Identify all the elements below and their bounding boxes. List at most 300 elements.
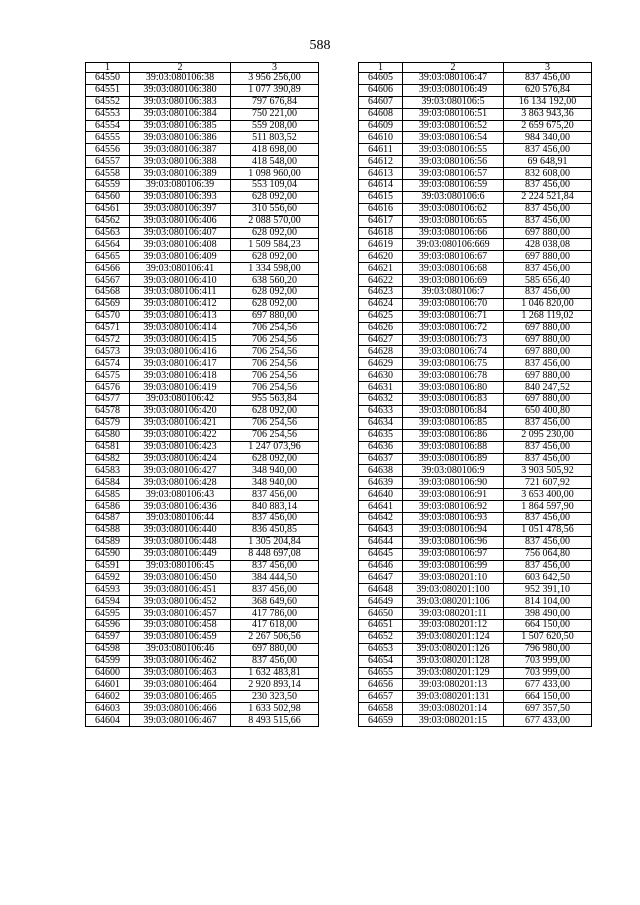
row-number-cell: 64629	[359, 358, 403, 370]
cadastral-number-cell: 39:03:080106:408	[130, 239, 231, 251]
cadastral-number-cell: 39:03:080106:414	[130, 322, 231, 334]
cadastral-number-cell: 39:03:080106:440	[130, 524, 231, 536]
value-cell: 368 649,60	[231, 596, 319, 608]
table-row	[359, 227, 592, 239]
cadastral-number-cell: 39:03:080106:427	[130, 465, 231, 477]
cadastral-number-cell: 39:03:080106:56	[403, 156, 504, 168]
cadastral-number-cell: 39:03:080106:412	[130, 298, 231, 310]
row-number-cell: 64633	[359, 405, 403, 417]
cadastral-number-cell: 39:03:080106:62	[403, 203, 504, 215]
value-cell: 1 509 584,23	[231, 239, 319, 251]
table-row	[86, 334, 319, 346]
cadastral-number-cell: 39:03:080201:126	[403, 643, 504, 655]
value-cell: 837 456,00	[504, 180, 592, 192]
value-cell: 797 676,84	[231, 96, 319, 108]
row-number-cell: 64572	[86, 334, 130, 346]
value-cell: 837 456,00	[231, 655, 319, 667]
value-cell: 706 254,56	[231, 429, 319, 441]
cadastral-number-cell: 39:03:080106:90	[403, 477, 504, 489]
table-row	[359, 572, 592, 584]
cadastral-number-cell: 39:03:080106:86	[403, 429, 504, 441]
row-number-cell: 64597	[86, 631, 130, 643]
value-cell: 837 456,00	[504, 536, 592, 548]
table-row	[86, 108, 319, 120]
table-row	[359, 73, 592, 85]
table-row	[359, 429, 592, 441]
value-cell: 1 633 502,98	[231, 703, 319, 715]
value-cell: 628 092,00	[231, 453, 319, 465]
row-number-cell: 64563	[86, 227, 130, 239]
cadastral-number-cell: 39:03:080106:415	[130, 334, 231, 346]
table-row	[359, 548, 592, 560]
row-number-cell: 64657	[359, 691, 403, 703]
row-number-cell: 64641	[359, 501, 403, 513]
value-cell: 706 254,56	[231, 358, 319, 370]
row-number-cell: 64594	[86, 596, 130, 608]
row-number-cell: 64613	[359, 168, 403, 180]
row-number-cell: 64602	[86, 691, 130, 703]
row-number-cell: 64655	[359, 667, 403, 679]
value-cell: 837 456,00	[504, 73, 592, 85]
table-row	[86, 144, 319, 156]
table-row	[359, 334, 592, 346]
row-number-cell: 64614	[359, 180, 403, 192]
table-row	[86, 156, 319, 168]
value-cell: 837 456,00	[231, 512, 319, 524]
value-cell: 837 456,00	[504, 203, 592, 215]
table-row	[359, 405, 592, 417]
table-row	[359, 191, 592, 203]
cadastral-number-cell: 39:03:080106:88	[403, 441, 504, 453]
cadastral-number-cell: 39:03:080106:419	[130, 382, 231, 394]
row-number-cell: 64659	[359, 715, 403, 727]
table-row	[86, 512, 319, 524]
table-row	[86, 203, 319, 215]
table-row	[359, 489, 592, 501]
cadastral-number-cell: 39:03:080106:43	[130, 489, 231, 501]
table-row	[359, 715, 592, 727]
table-row	[86, 489, 319, 501]
cadastral-number-cell: 39:03:080106:417	[130, 358, 231, 370]
value-cell: 697 357,50	[504, 703, 592, 715]
value-cell: 585 656,40	[504, 275, 592, 287]
cadastral-number-cell: 39:03:080106:465	[130, 691, 231, 703]
row-number-cell: 64552	[86, 96, 130, 108]
table-row	[86, 703, 319, 715]
table-row	[86, 239, 319, 251]
value-cell: 664 150,00	[504, 691, 592, 703]
table-row	[359, 96, 592, 108]
cadastral-number-cell: 39:03:080106:449	[130, 548, 231, 560]
row-number-cell: 64592	[86, 572, 130, 584]
table-row	[359, 524, 592, 536]
cadastral-number-cell: 39:03:080201:12	[403, 619, 504, 631]
row-number-cell: 64652	[359, 631, 403, 643]
value-cell: 2 224 521,84	[504, 191, 592, 203]
table-row	[359, 501, 592, 513]
cadastral-number-cell: 39:03:080201:13	[403, 679, 504, 691]
table-row	[359, 382, 592, 394]
value-cell: 16 134 192,00	[504, 96, 592, 108]
row-number-cell: 64567	[86, 275, 130, 287]
table-row	[86, 655, 319, 667]
value-cell: 697 880,00	[504, 370, 592, 382]
cadastral-number-cell: 39:03:080106:55	[403, 144, 504, 156]
table-row	[86, 251, 319, 263]
table-row	[86, 84, 319, 96]
table-row	[359, 298, 592, 310]
row-number-cell: 64615	[359, 191, 403, 203]
cadastral-number-cell: 39:03:080106:406	[130, 215, 231, 227]
row-number-cell: 64644	[359, 536, 403, 548]
cadastral-number-cell: 39:03:080106:83	[403, 394, 504, 406]
cadastral-number-cell: 39:03:080106:99	[403, 560, 504, 572]
row-number-cell: 64656	[359, 679, 403, 691]
value-cell: 418 548,00	[231, 156, 319, 168]
cadastral-number-cell: 39:03:080106:462	[130, 655, 231, 667]
value-cell: 837 456,00	[504, 512, 592, 524]
table-row	[86, 298, 319, 310]
cadastral-number-cell: 39:03:080106:80	[403, 382, 504, 394]
cadastral-number-cell: 39:03:080106:413	[130, 310, 231, 322]
value-cell: 3 956 256,00	[231, 73, 319, 85]
row-number-cell: 64653	[359, 643, 403, 655]
table-row	[86, 73, 319, 85]
value-cell: 697 880,00	[504, 334, 592, 346]
table-row	[359, 631, 592, 643]
cadastral-number-cell: 39:03:080106:9	[403, 465, 504, 477]
table-row	[86, 322, 319, 334]
row-number-cell: 64600	[86, 667, 130, 679]
table-row	[86, 132, 319, 144]
value-cell: 840 883,14	[231, 501, 319, 513]
value-cell: 398 490,00	[504, 608, 592, 620]
value-cell: 703 999,00	[504, 667, 592, 679]
value-cell: 837 456,00	[504, 263, 592, 275]
value-cell: 837 456,00	[504, 215, 592, 227]
table-row	[86, 287, 319, 299]
table-row	[359, 346, 592, 358]
table-row	[86, 524, 319, 536]
row-number-cell: 64559	[86, 180, 130, 192]
header-row	[359, 63, 592, 73]
cadastral-number-cell: 39:03:080106:458	[130, 619, 231, 631]
row-number-cell: 64555	[86, 132, 130, 144]
value-cell: 417 618,00	[231, 619, 319, 631]
row-number-cell: 64638	[359, 465, 403, 477]
row-number-cell: 64634	[359, 417, 403, 429]
table-row	[86, 227, 319, 239]
value-cell: 603 642,50	[504, 572, 592, 584]
table-row	[359, 180, 592, 192]
row-number-cell: 64654	[359, 655, 403, 667]
table-row	[86, 631, 319, 643]
table-row	[86, 370, 319, 382]
column-header: 3	[504, 63, 592, 73]
value-cell: 814 104,00	[504, 596, 592, 608]
left-table	[85, 62, 319, 727]
cadastral-number-cell: 39:03:080106:7	[403, 287, 504, 299]
value-cell: 2 920 893,14	[231, 679, 319, 691]
value-cell: 628 092,00	[231, 405, 319, 417]
table-row	[86, 453, 319, 465]
row-number-cell: 64566	[86, 263, 130, 275]
table-row	[86, 417, 319, 429]
row-number-cell: 64646	[359, 560, 403, 572]
table-row	[359, 512, 592, 524]
cadastral-number-cell: 39:03:080201:131	[403, 691, 504, 703]
table-row	[359, 584, 592, 596]
cadastral-number-cell: 39:03:080106:428	[130, 477, 231, 489]
row-number-cell: 64621	[359, 263, 403, 275]
row-number-cell: 64550	[86, 73, 130, 85]
row-number-cell: 64562	[86, 215, 130, 227]
row-number-cell: 64582	[86, 453, 130, 465]
row-number-cell: 64628	[359, 346, 403, 358]
cadastral-number-cell: 39:03:080106:47	[403, 73, 504, 85]
table-row	[359, 691, 592, 703]
cadastral-number-cell: 39:03:080201:11	[403, 608, 504, 620]
value-cell: 837 456,00	[504, 144, 592, 156]
table-row	[86, 275, 319, 287]
cadastral-number-cell: 39:03:080106:421	[130, 417, 231, 429]
value-cell: 628 092,00	[231, 287, 319, 299]
table-row	[359, 608, 592, 620]
row-number-cell: 64643	[359, 524, 403, 536]
table-row	[86, 429, 319, 441]
row-number-cell: 64620	[359, 251, 403, 263]
value-cell: 697 880,00	[504, 227, 592, 239]
table-row	[359, 596, 592, 608]
row-number-cell: 64584	[86, 477, 130, 489]
value-cell: 2 267 506,56	[231, 631, 319, 643]
value-cell: 750 221,00	[231, 108, 319, 120]
table-row	[86, 358, 319, 370]
row-number-cell: 64574	[86, 358, 130, 370]
value-cell: 428 038,08	[504, 239, 592, 251]
row-number-cell: 64551	[86, 84, 130, 96]
row-number-cell: 64612	[359, 156, 403, 168]
cadastral-number-cell: 39:03:080106:464	[130, 679, 231, 691]
value-cell: 511 803,52	[231, 132, 319, 144]
cadastral-number-cell: 39:03:080106:96	[403, 536, 504, 548]
cadastral-number-cell: 39:03:080106:669	[403, 239, 504, 251]
row-number-cell: 64622	[359, 275, 403, 287]
value-cell: 1 051 478,56	[504, 524, 592, 536]
row-number-cell: 64561	[86, 203, 130, 215]
table-row	[86, 346, 319, 358]
table-row	[86, 215, 319, 227]
value-cell: 677 433,00	[504, 715, 592, 727]
row-number-cell: 64604	[86, 715, 130, 727]
value-cell: 697 880,00	[504, 346, 592, 358]
table-row	[359, 643, 592, 655]
row-number-cell: 64570	[86, 310, 130, 322]
cadastral-number-cell: 39:03:080106:5	[403, 96, 504, 108]
row-number-cell: 64580	[86, 429, 130, 441]
row-number-cell: 64591	[86, 560, 130, 572]
cadastral-number-cell: 39:03:080106:73	[403, 334, 504, 346]
cadastral-number-cell: 39:03:080106:94	[403, 524, 504, 536]
value-cell: 8 448 697,08	[231, 548, 319, 560]
value-cell: 697 880,00	[504, 394, 592, 406]
table-row	[86, 584, 319, 596]
value-cell: 559 208,00	[231, 120, 319, 132]
row-number-cell: 64609	[359, 120, 403, 132]
table-row	[86, 465, 319, 477]
cadastral-number-cell: 39:03:080201:100	[403, 584, 504, 596]
column-header: 2	[130, 63, 231, 73]
cadastral-number-cell: 39:03:080106:69	[403, 275, 504, 287]
value-cell: 706 254,56	[231, 346, 319, 358]
cadastral-number-cell: 39:03:080106:407	[130, 227, 231, 239]
table-row	[359, 239, 592, 251]
cadastral-number-cell: 39:03:080106:388	[130, 156, 231, 168]
cadastral-number-cell: 39:03:080106:451	[130, 584, 231, 596]
column-header: 2	[403, 63, 504, 73]
cadastral-number-cell: 39:03:080106:84	[403, 405, 504, 417]
row-number-cell: 64647	[359, 572, 403, 584]
value-cell: 1 305 204,84	[231, 536, 319, 548]
table-row	[86, 548, 319, 560]
row-number-cell: 64560	[86, 191, 130, 203]
value-cell: 837 456,00	[504, 358, 592, 370]
row-number-cell: 64631	[359, 382, 403, 394]
cadastral-number-cell: 39:03:080106:420	[130, 405, 231, 417]
cadastral-number-cell: 39:03:080106:75	[403, 358, 504, 370]
column-header: 1	[359, 63, 403, 73]
table-row	[359, 703, 592, 715]
value-cell: 796 980,00	[504, 643, 592, 655]
cadastral-number-cell: 39:03:080106:6	[403, 191, 504, 203]
row-number-cell: 64554	[86, 120, 130, 132]
cadastral-number-cell: 39:03:080106:44	[130, 512, 231, 524]
cadastral-number-cell: 39:03:080106:452	[130, 596, 231, 608]
value-cell: 2 088 570,00	[231, 215, 319, 227]
row-number-cell: 64649	[359, 596, 403, 608]
cadastral-number-cell: 39:03:080106:57	[403, 168, 504, 180]
cadastral-number-cell: 39:03:080106:409	[130, 251, 231, 263]
row-number-cell: 64599	[86, 655, 130, 667]
table-row	[359, 168, 592, 180]
cadastral-number-cell: 39:03:080106:463	[130, 667, 231, 679]
cadastral-number-cell: 39:03:080106:459	[130, 631, 231, 643]
table-row	[86, 394, 319, 406]
table-row	[359, 144, 592, 156]
cadastral-number-cell: 39:03:080106:91	[403, 489, 504, 501]
row-number-cell: 64610	[359, 132, 403, 144]
row-number-cell: 64587	[86, 512, 130, 524]
row-number-cell: 64553	[86, 108, 130, 120]
cadastral-number-cell: 39:03:080201:10	[403, 572, 504, 584]
row-number-cell: 64588	[86, 524, 130, 536]
cadastral-number-cell: 39:03:080106:70	[403, 298, 504, 310]
row-number-cell: 64576	[86, 382, 130, 394]
row-number-cell: 64557	[86, 156, 130, 168]
value-cell: 955 563,84	[231, 394, 319, 406]
value-cell: 230 323,50	[231, 691, 319, 703]
value-cell: 1 268 119,02	[504, 310, 592, 322]
row-number-cell: 64648	[359, 584, 403, 596]
table-row	[359, 453, 592, 465]
table-row	[359, 358, 592, 370]
value-cell: 1 046 820,00	[504, 298, 592, 310]
column-header: 3	[231, 63, 319, 73]
value-cell: 837 456,00	[504, 560, 592, 572]
table-row	[86, 477, 319, 489]
cadastral-number-cell: 39:03:080106:385	[130, 120, 231, 132]
cadastral-number-cell: 39:03:080106:85	[403, 417, 504, 429]
row-number-cell: 64581	[86, 441, 130, 453]
cadastral-number-cell: 39:03:080106:436	[130, 501, 231, 513]
value-cell: 697 880,00	[231, 643, 319, 655]
row-number-cell: 64630	[359, 370, 403, 382]
value-cell: 832 608,00	[504, 168, 592, 180]
table-row	[86, 560, 319, 572]
cadastral-number-cell: 39:03:080106:466	[130, 703, 231, 715]
cadastral-number-cell: 39:03:080106:416	[130, 346, 231, 358]
row-number-cell: 64608	[359, 108, 403, 120]
value-cell: 650 400,80	[504, 405, 592, 417]
table-row	[359, 679, 592, 691]
row-number-cell: 64611	[359, 144, 403, 156]
cadastral-number-cell: 39:03:080106:422	[130, 429, 231, 441]
table-row	[359, 251, 592, 263]
cadastral-number-cell: 39:03:080106:46	[130, 643, 231, 655]
table-row	[86, 619, 319, 631]
row-number-cell: 64556	[86, 144, 130, 156]
row-number-cell: 64565	[86, 251, 130, 263]
value-cell: 697 880,00	[231, 310, 319, 322]
row-number-cell: 64623	[359, 287, 403, 299]
row-number-cell: 64632	[359, 394, 403, 406]
value-cell: 310 556,60	[231, 203, 319, 215]
row-number-cell: 64585	[86, 489, 130, 501]
cadastral-number-cell: 39:03:080201:106	[403, 596, 504, 608]
row-number-cell: 64579	[86, 417, 130, 429]
cadastral-number-cell: 39:03:080106:89	[403, 453, 504, 465]
row-number-cell: 64624	[359, 298, 403, 310]
value-cell: 837 456,00	[231, 584, 319, 596]
table-row	[359, 156, 592, 168]
value-cell: 697 880,00	[504, 322, 592, 334]
table-row	[359, 619, 592, 631]
row-number-cell: 64625	[359, 310, 403, 322]
cadastral-number-cell: 39:03:080106:418	[130, 370, 231, 382]
row-number-cell: 64640	[359, 489, 403, 501]
value-cell: 984 340,00	[504, 132, 592, 144]
value-cell: 628 092,00	[231, 251, 319, 263]
left-table-body	[86, 63, 319, 727]
row-number-cell: 64616	[359, 203, 403, 215]
row-number-cell: 64569	[86, 298, 130, 310]
value-cell: 706 254,56	[231, 417, 319, 429]
row-number-cell: 64596	[86, 619, 130, 631]
value-cell: 706 254,56	[231, 382, 319, 394]
row-number-cell: 64650	[359, 608, 403, 620]
row-number-cell: 64558	[86, 168, 130, 180]
cadastral-number-cell: 39:03:080106:424	[130, 453, 231, 465]
table-row	[359, 394, 592, 406]
table-row	[359, 441, 592, 453]
value-cell: 620 576,84	[504, 84, 592, 96]
table-row	[359, 215, 592, 227]
table-row	[86, 168, 319, 180]
row-number-cell: 64651	[359, 619, 403, 631]
value-cell: 837 456,00	[231, 489, 319, 501]
value-cell: 348 940,00	[231, 465, 319, 477]
value-cell: 3 863 943,36	[504, 108, 592, 120]
